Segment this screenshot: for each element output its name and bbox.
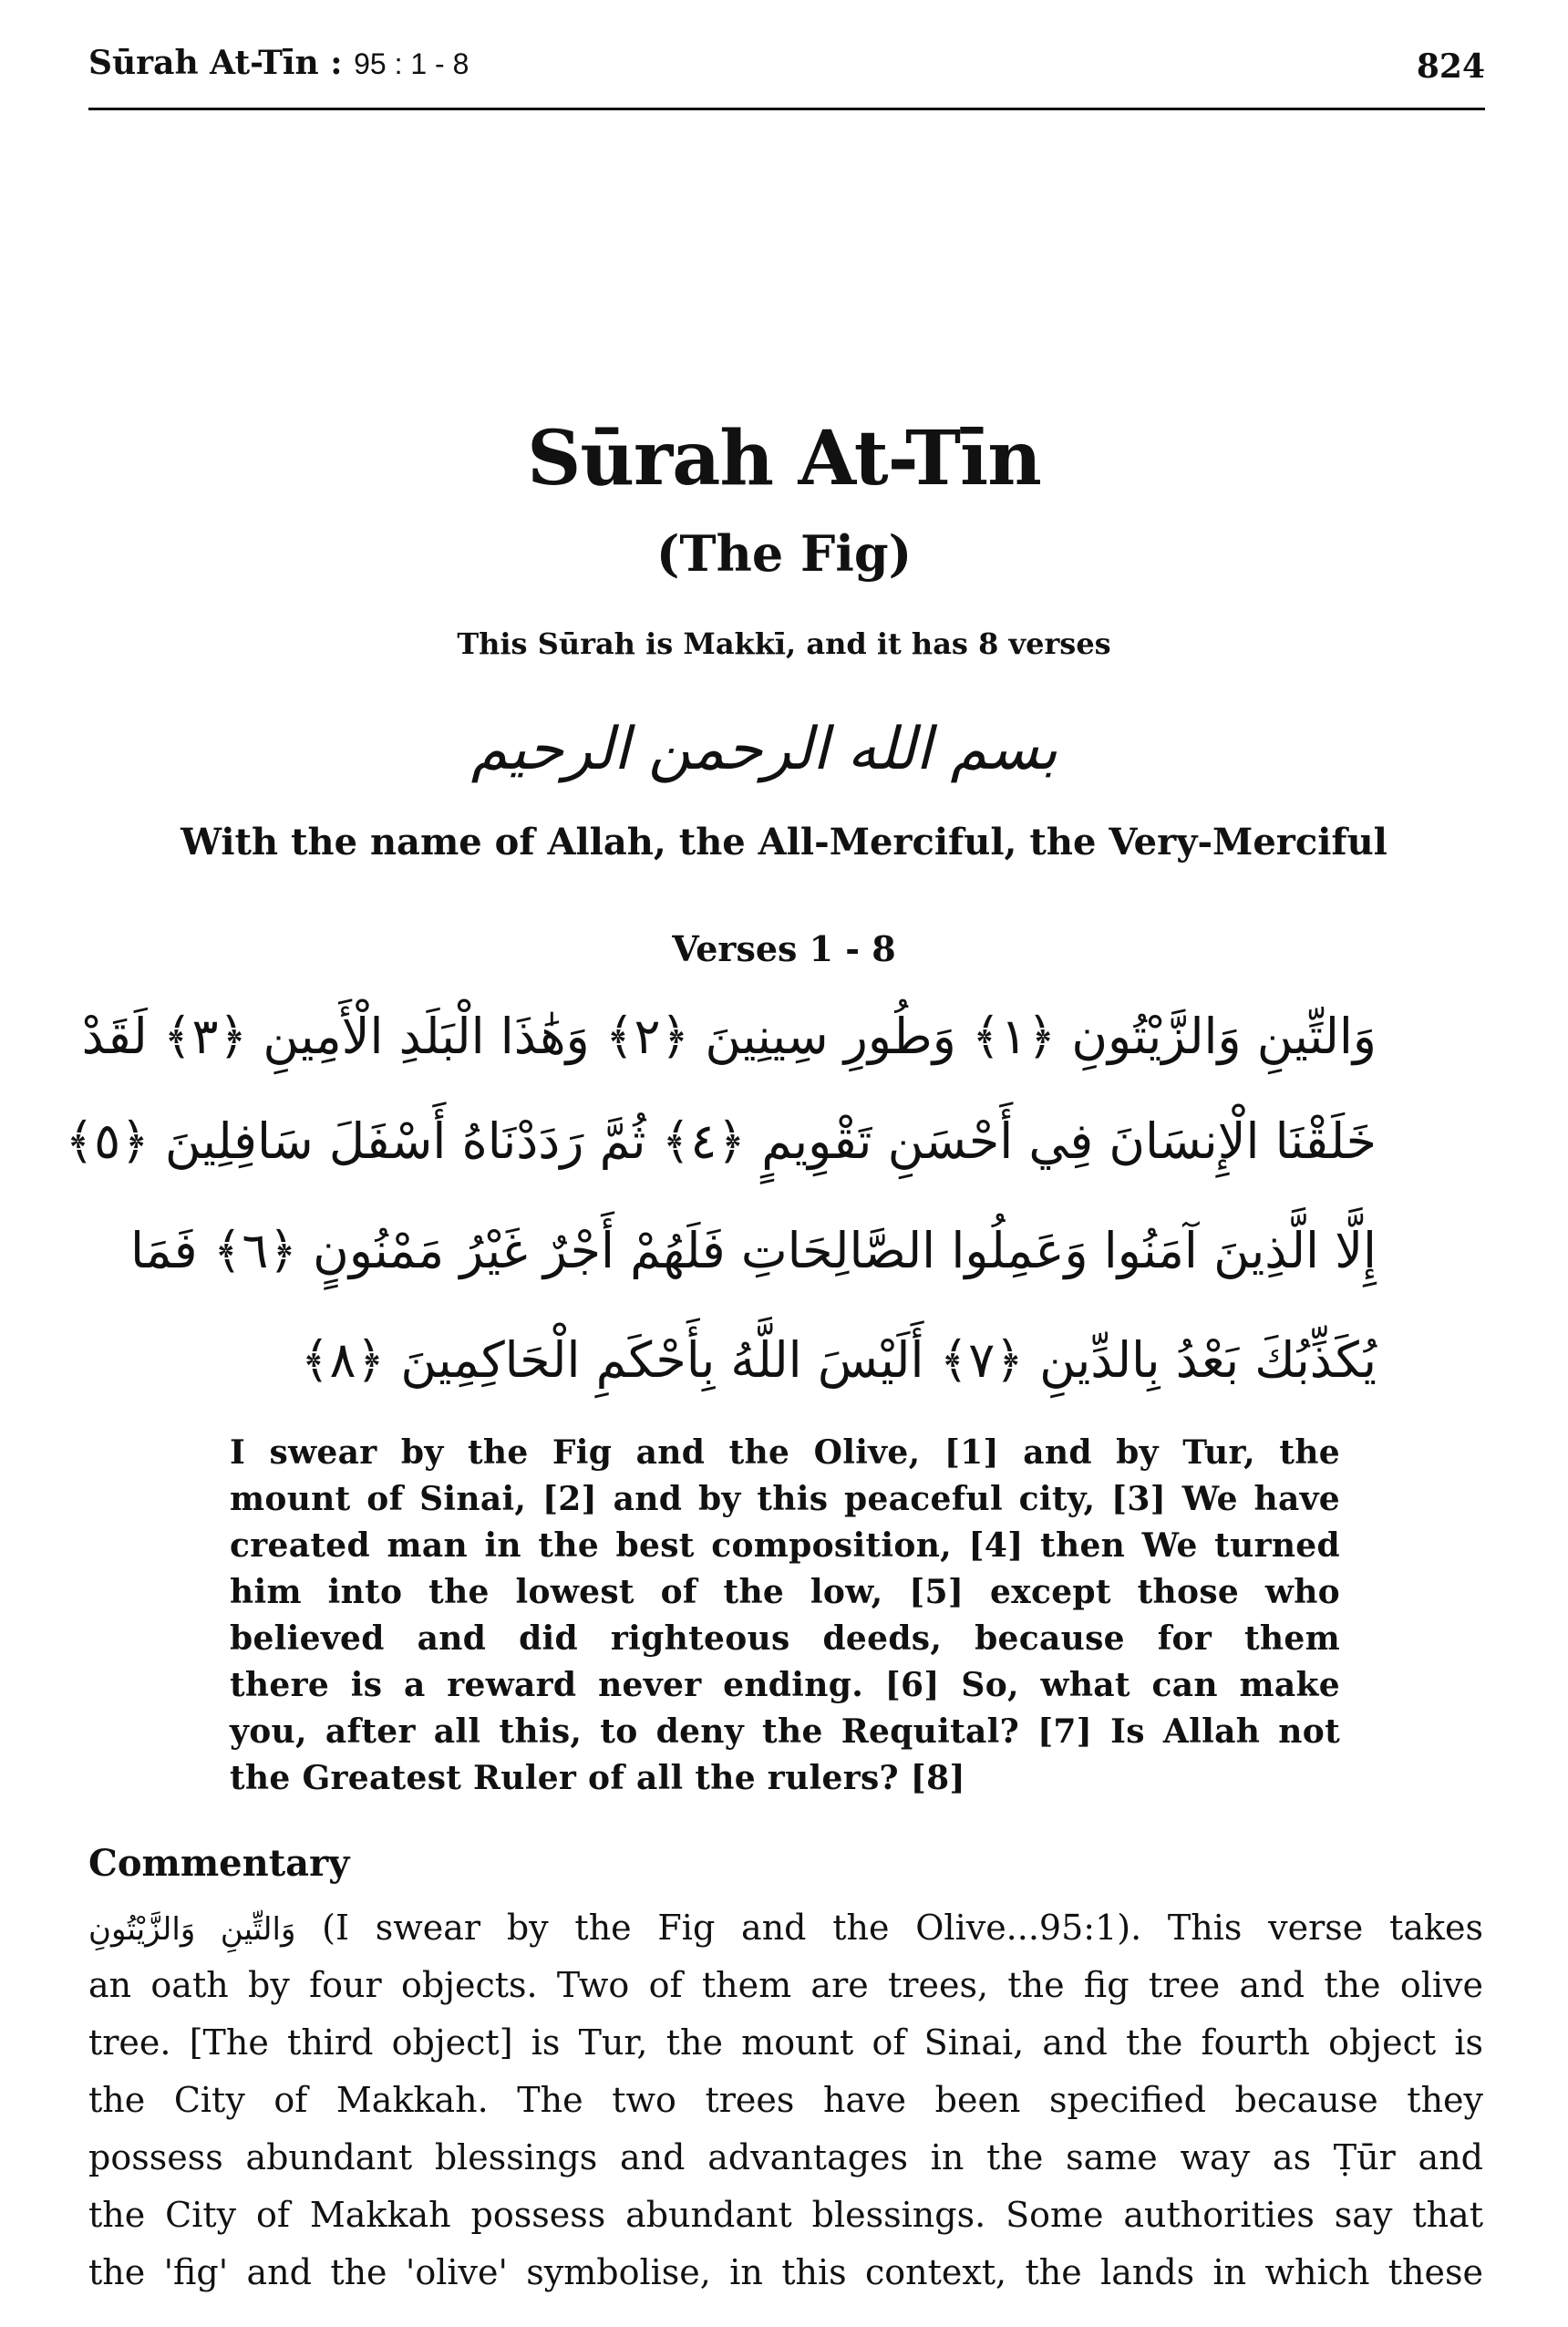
surah-info: This Sūrah is Makkī, and it has 8 verses [457,626,1111,661]
arabic-verse-line: وَالتِّينِ وَالزَّيْتُونِ ﴿١﴾ وَطُورِ سِينِينَ ﴿٢﴾ وَهَٰذَا الْبَلَدِ الْأَمِينِ ﴿٣﴾ لَقَدْ [81,1008,1377,1065]
verse-translation [230,1430,1340,1802]
translation-line: the Greatest Ruler of all the rulers? [8] [230,1759,965,1797]
surah-subtitle: (The Fig) [655,524,913,583]
translation-line: created man in the best composition, [4] then We turned [230,1526,1340,1565]
commentary-first-line-text: (I swear by the Fig and the Olive...95:1). This verse takes [295,1908,1483,1948]
surah-title: Sūrah At-Tīn [527,415,1041,502]
verses-heading: Verses 1 - 8 [672,928,896,969]
translation-line: him into the lowest of the low, [5] except those who [230,1573,1340,1611]
arabic-verse-line: يُكَذِّبُكَ بَعْدُ بِالدِّينِ ﴿٧﴾ أَلَيْسَ اللَّهُ بِأَحْكَمِ الْحَاكِمِينَ ﴿٨﴾ [300,1331,1377,1389]
translation-line: mount of Sinai, [2] and by this peaceful city, [3] We have [230,1480,1340,1518]
commentary-line: possess abundant blessings and advantages in the same way as Ṭūr and [88,2137,1483,2177]
header-rule [88,108,1485,110]
commentary-body [88,1899,1483,2301]
running-header [88,44,469,82]
arabic-verse-line: إِلَّا الَّذِينَ آمَنُوا وَعَمِلُوا الصَّالِحَاتِ فَلَهُمْ أَجْرٌ غَيْرُ مَمْنُونٍ ﴿٦﴾ فَمَا [130,1222,1377,1279]
bismillah-calligraphy: بسم الله الرحمن الرحيم [470,716,1057,783]
translation-line: there is a reward never ending. [6] So, what can make [230,1666,1340,1704]
commentary-line: the City of Makkah. The two trees have been specified because they [88,2080,1483,2120]
translation-line: you, after all this, to deny the Requital? [7] Is Allah not [230,1712,1340,1751]
bismillah-translation: With the name of Allah, the All-Merciful, the Very-Merciful [181,821,1387,864]
page-number: 824 [1416,47,1485,86]
header-reference: 95 : 1 - 8 [354,47,469,80]
translation-line: I swear by the Fig and the Olive, [1] and by Tur, the [230,1433,1340,1472]
commentary-line: the 'fig' and the 'olive' symbolise, in this context, the lands in which these [88,2252,1483,2292]
arabic-verse-line: خَلَقْنَا الْإِنسَانَ فِي أَحْسَنِ تَقْوِيمٍ ﴿٤﴾ ثُمَّ رَدَدْنَاهُ أَسْفَلَ سَافِلِينَ ﴿٥﴾ [65,1112,1377,1170]
commentary-line: an oath by four objects. Two of them are trees, the fig tree and the olive [88,1965,1483,2005]
commentary-heading: Commentary [88,1842,350,1885]
commentary-line [88,1899,1483,1957]
translation-line: believed and did righteous deeds, because for them [230,1619,1340,1658]
commentary-arabic-quote: وَالتِّينِ وَالزَّيْتُونِ [88,1911,296,1948]
commentary-line: tree. [The third object] is Tur, the mount of Sinai, and the fourth object is [88,2022,1483,2063]
commentary-line: the City of Makkah possess abundant blessings. Some authorities say that [88,2195,1483,2235]
header-surah: Sūrah At-Tīn : [88,44,343,82]
